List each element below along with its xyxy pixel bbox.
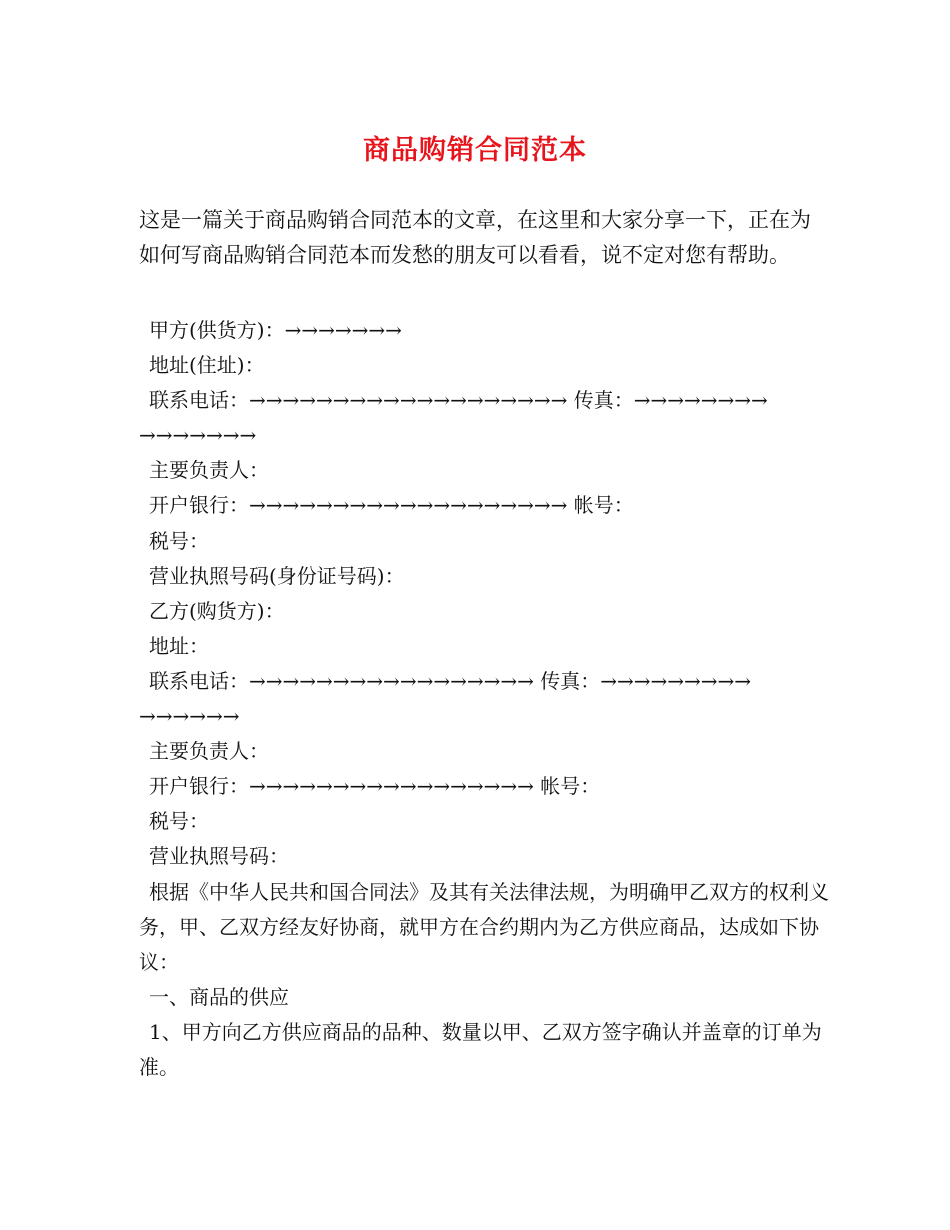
party-b-name-line: 乙方(购货方)：: [149, 598, 285, 623]
intro-paragraph: 这是一篇关于商品购销合同范本的文章，在这里和大家分享一下，正在为如何写商品购销合同范本而发愁的朋友可以看看，说不定对您有帮助。: [139, 208, 811, 267]
party-b-phone-continuation: →→→→→→: [139, 704, 240, 729]
party-a-phone-line: 联系电话：→→→→→→→→→→→→→→→→→→→ 传真：→→→→→→→→: [149, 388, 768, 413]
clause-1: 1、甲方向乙方供应商品的品种、数量以甲、乙双方签字确认并盖章的订单为准。: [139, 1019, 822, 1079]
party-b-phone-line: 联系电话：→→→→→→→→→→→→→→→→→ 传真：→→→→→→→→→: [149, 668, 752, 693]
document-title: 商品购销合同范本: [363, 135, 587, 166]
basis-paragraph: 根据《中华人民共和国合同法》及其有关法律法规，为明确甲乙双方的权利义务，甲、乙双方经友好协商，就甲方在合约期内为乙方供应商品，达成如下协议：: [139, 879, 829, 974]
party-b-bank-line: 开户银行：→→→→→→→→→→→→→→→→→ 帐号：: [149, 774, 601, 799]
party-a-principal-line: 主要负责人：: [149, 458, 269, 483]
party-a-name-line: 甲方(供货方)：→→→→→→→: [149, 318, 402, 342]
party-b-tax-line: 税号：: [149, 809, 209, 834]
party-a-bank-line: 开户银行：→→→→→→→→→→→→→→→→→→→ 帐号：: [149, 493, 634, 518]
party-a-tax-line: 税号：: [149, 528, 209, 553]
section-1-heading: 一、商品的供应: [149, 984, 289, 1009]
party-b-principal-line: 主要负责人：: [149, 739, 269, 764]
party-a-address-line: 地址(住址)：: [149, 353, 265, 378]
party-b-license-line: 营业执照号码：: [149, 844, 289, 869]
party-a-phone-continuation: →→→→→→→: [139, 423, 257, 448]
contract-body: [139, 313, 829, 1085]
party-b-address-line: 地址：: [149, 633, 209, 658]
party-a-license-line: 营业执照号码(身份证号码)：: [149, 563, 405, 588]
